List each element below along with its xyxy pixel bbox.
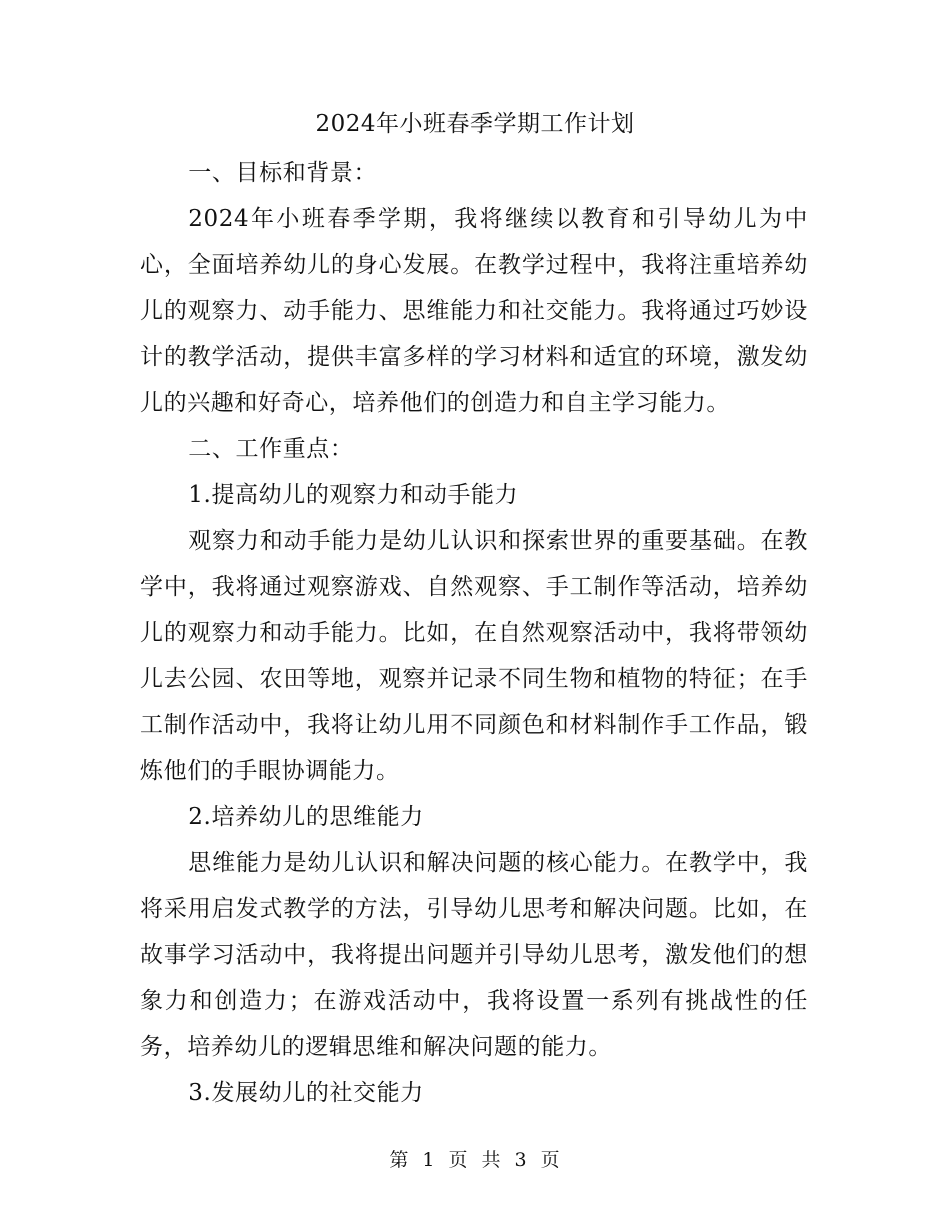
paragraph-observation: 观察力和动手能力是幼儿认识和探索世界的重要基础。在教学中，我将通过观察游戏、自然观察、手工制作等活动，培养幼儿的观察力和动手能力。比如，在自然观察活动中，我将带领幼儿去公园、农田等地，观察并记录不同生物和植物的特征；在手工制作活动中，我将让幼儿用不同颜色和材料制作手工作品，锻炼他们的手眼协调能力。	[140, 528, 808, 784]
page-number-footer: 第 1 页 共 3 页	[389, 1149, 561, 1171]
section-heading-goals: 一、目标和背景：	[188, 160, 378, 186]
document-body	[140, 150, 808, 1116]
subheading-social: 3.发展幼儿的社交能力	[188, 1080, 424, 1106]
document-title: 2024年小班春季学期工作计划	[315, 111, 635, 137]
paragraph-background: 2024年小班春季学期，我将继续以教育和引导幼儿为中心，全面培养幼儿的身心发展。在教学过程中，我将注重培养幼儿的观察力、动手能力、思维能力和社交能力。我将通过巧妙设计的教学活动，提供丰富多样的学习材料和适宜的环境，激发幼儿的兴趣和好奇心，培养他们的创造力和自主学习能力。	[140, 206, 808, 416]
paragraph-thinking: 思维能力是幼儿认识和解决问题的核心能力。在教学中，我将采用启发式教学的方法，引导幼儿思考和解决问题。比如，在故事学习活动中，我将提出问题并引导幼儿思考，激发他们的想象力和创造力；在游戏活动中，我将设置一系列有挑战性的任务，培养幼儿的逻辑思维和解决问题的能力。	[140, 850, 808, 1060]
subheading-thinking: 2.培养幼儿的思维能力	[188, 804, 424, 830]
section-heading-focus: 二、工作重点：	[188, 436, 354, 462]
subheading-observation: 1.提高幼儿的观察力和动手能力	[188, 482, 519, 508]
